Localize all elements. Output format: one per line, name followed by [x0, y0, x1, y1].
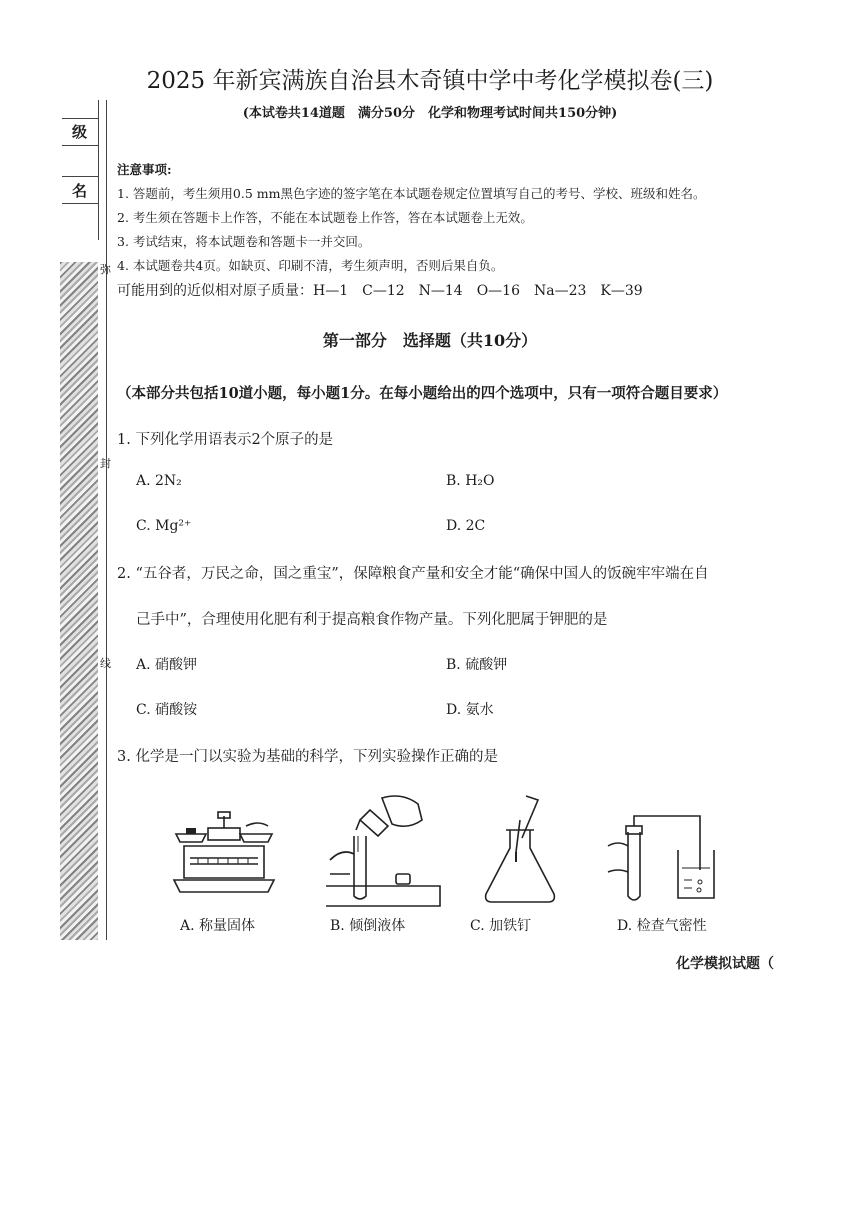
notice-heading: 注意事项:: [117, 162, 172, 177]
figure-d-caption: D. 检查气密性: [617, 918, 707, 934]
flask-iron-nail-illustration: [478, 790, 562, 910]
question-3-stem: 3. 化学是一门以实验为基础的科学，下列实验操作正确的是: [117, 749, 498, 765]
notice-item-2: 2. 考生须在答题卡上作答，不能在本试题卷上作答，答在本试题卷上无效。: [117, 210, 533, 225]
question-1-option-d: D. 2C: [446, 518, 486, 534]
notice-item-3: 3. 考试结束，将本试题卷和答题卡一并交回。: [117, 234, 371, 249]
notice-item-1: 1. 答题前，考生须用0.5 mm黑色字迹的签字笔在本试题卷规定位置填写自己的考号、学校、班级和姓名。: [117, 186, 706, 201]
part1-instruction: （本部分共包括10道小题，每小题1分。在每小题给出的四个选项中，只有一项符合题目要求）: [117, 385, 728, 402]
airtightness-check-illustration: [604, 810, 716, 910]
question-2-option-b: B. 硫酸钾: [446, 657, 508, 673]
question-2-option-a: A. 硝酸钾: [136, 657, 198, 673]
question-1-option-c: C. Mg²⁺: [136, 518, 192, 534]
seal-char-feng: 封: [100, 457, 111, 470]
figure-a-caption: A. 称量固体: [180, 918, 256, 934]
question-2-stem-line2: 己手中”，合理使用化肥有利于提高粮食作物产量。下列化肥属于钾肥的是: [136, 612, 608, 628]
page-subtitle: (本试卷共14道题 满分50分 化学和物理考试时间共150分钟): [242, 106, 618, 121]
question-1-stem: 1. 下列化学用语表示2个原子的是: [117, 432, 334, 448]
figure-c-caption: C. 加铁钉: [470, 918, 532, 934]
binding-line: [98, 100, 99, 240]
figure-b-caption: B. 倾倒液体: [330, 918, 406, 934]
seal-line: [106, 100, 107, 940]
question-2-option-c: C. 硝酸铵: [136, 702, 198, 718]
question-2-option-d: D. 氨水: [446, 702, 494, 718]
seal-char-mi: 弥: [100, 263, 111, 276]
seal-char-xian: 线: [100, 657, 111, 670]
name-label: 名: [72, 182, 88, 200]
question-1-option-a: A. 2N₂: [136, 473, 182, 489]
balance-scale-illustration: [168, 806, 280, 898]
question-1-option-b: B. H₂O: [446, 473, 495, 489]
pouring-liquid-illustration: [322, 790, 442, 910]
notice-item-4: 4. 本试题卷共4页。如缺页、印刷不清，考生须声明，否则后果自负。: [117, 258, 504, 273]
page-title: 2025 年新宾满族自治县木奇镇中学中考化学模拟卷(三): [146, 68, 714, 94]
scanned-page-edge: [60, 262, 98, 940]
atomic-masses: 可能用到的近似相对原子质量：H—1 C—12 N—14 O—16 Na—23 K—39: [117, 283, 643, 299]
class-label: 级: [72, 123, 88, 141]
part1-heading: 第一部分 选择题（共10分）: [322, 331, 538, 350]
question-2-stem-line1: 2. “五谷者，万民之命，国之重宝”，保障粮食产量和安全才能“确保中国人的饭碗牢牢端在自: [117, 566, 709, 582]
page-footer: 化学模拟试题（: [676, 956, 774, 972]
